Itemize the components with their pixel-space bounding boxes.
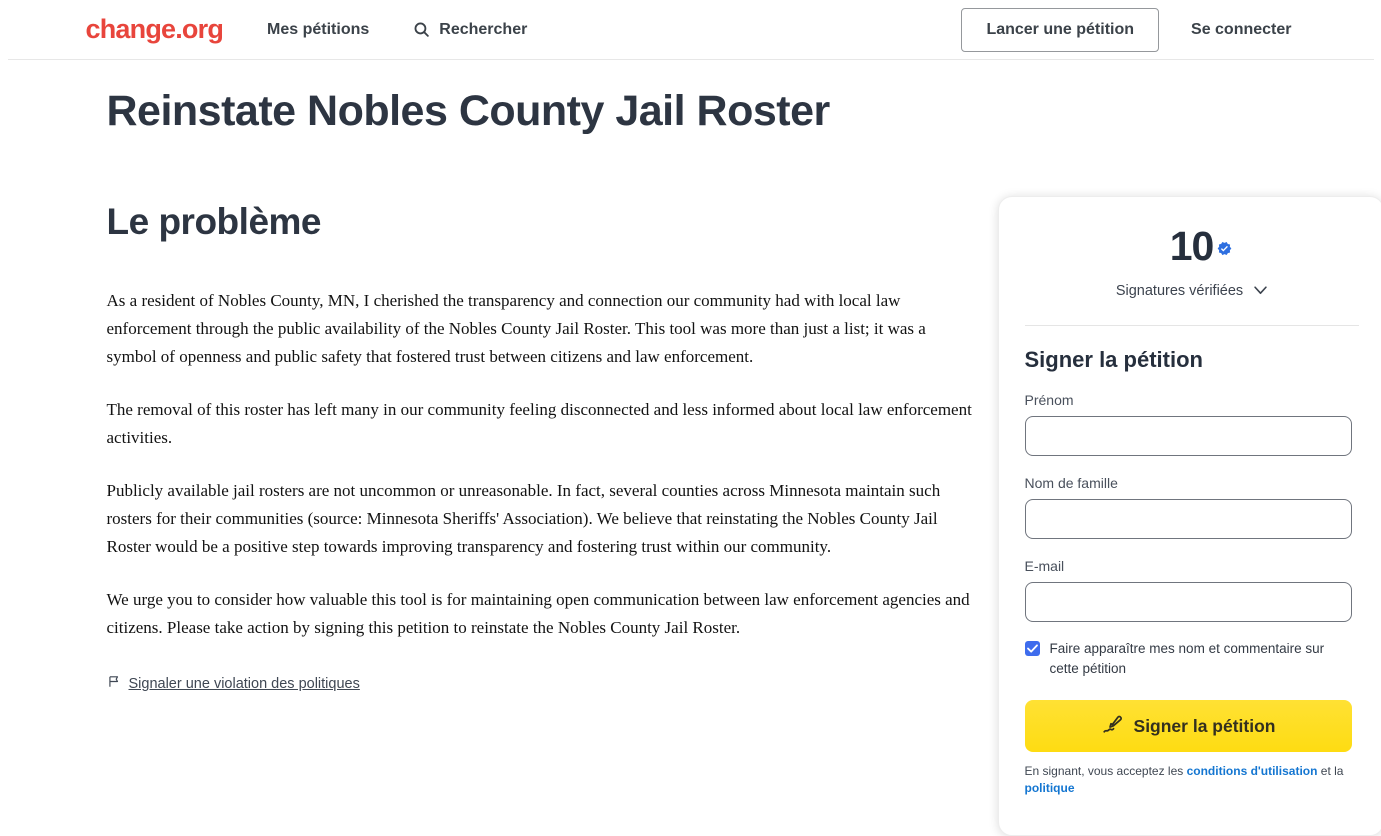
verified-signatures-label: Signatures vérifiées bbox=[1116, 283, 1243, 299]
email-field[interactable] bbox=[1025, 582, 1352, 622]
petition-paragraph: We urge you to consider how valuable this tool is for maintaining open communication between law enforcement agencies and citizens. Please take action by signing this petition to reinstate the Nobles County Jail Roster. bbox=[107, 586, 979, 642]
my-petitions-label: Mes pétitions bbox=[267, 21, 369, 39]
verified-badge-icon bbox=[1217, 219, 1232, 234]
sign-form-heading: Signer la pétition bbox=[1025, 347, 1359, 373]
petition-paragraph: As a resident of Nobles County, MN, I cherished the transparency and connection our community had with local law enforcement through the public availability of the Nobles County Jail Roster. This tool was more than just a list; it was a symbol of openness and public safety that fostered trust between citizens and law enforcement. bbox=[107, 287, 979, 371]
search-icon bbox=[413, 21, 430, 38]
changeorg-logo[interactable]: change.org bbox=[86, 14, 224, 45]
petition-page bbox=[8, 0, 1374, 768]
top-navigation-bar bbox=[8, 0, 1374, 60]
flag-icon bbox=[107, 674, 121, 694]
email-label: E-mail bbox=[1025, 558, 1359, 574]
checkbox-checked-icon[interactable] bbox=[1025, 641, 1040, 656]
sign-petition-card bbox=[998, 196, 1381, 836]
legal-disclaimer bbox=[1025, 763, 1352, 797]
terms-of-use-link[interactable]: conditions d'utilisation bbox=[1187, 764, 1318, 778]
disclaimer-text: et la bbox=[1317, 764, 1343, 778]
signature-pen-icon bbox=[1101, 713, 1123, 740]
verified-signatures-toggle[interactable] bbox=[1025, 282, 1359, 300]
login-link[interactable]: Se connecter bbox=[1191, 21, 1291, 39]
signature-count-row bbox=[1025, 223, 1359, 270]
privacy-policy-link[interactable]: politique bbox=[1025, 781, 1075, 795]
nav-search[interactable] bbox=[413, 21, 527, 39]
report-violation-row bbox=[107, 674, 987, 694]
chevron-down-icon bbox=[1254, 282, 1267, 300]
problem-section-heading: Le problème bbox=[107, 201, 987, 243]
first-name-label: Prénom bbox=[1025, 392, 1359, 408]
report-violation-link[interactable]: Signaler une violation des politiques bbox=[129, 676, 360, 692]
petition-title: Reinstate Nobles County Jail Roster bbox=[107, 87, 987, 135]
first-name-field[interactable] bbox=[1025, 416, 1352, 456]
header-actions bbox=[961, 8, 1291, 52]
last-name-field[interactable] bbox=[1025, 499, 1352, 539]
sign-button-label: Signer la pétition bbox=[1134, 716, 1276, 737]
search-label: Rechercher bbox=[439, 21, 527, 39]
petition-paragraph: Publicly available jail rosters are not uncommon or unreasonable. In fact, several counties across Minnesota maintain such rosters for their communities (source: Minnesota Sheriffs' Association). We believe that reinstating the Nobles County Jail Roster would be a positive step towards improving transparency and fostering trust within our community. bbox=[107, 477, 979, 561]
sign-petition-button[interactable] bbox=[1025, 700, 1352, 752]
petition-paragraph: The removal of this roster has left many in our community feeling disconnected and less informed about local law enforcement activities. bbox=[107, 396, 979, 452]
signature-count: 10 bbox=[1170, 223, 1214, 270]
last-name-label: Nom de famille bbox=[1025, 475, 1359, 491]
petition-content bbox=[107, 60, 987, 694]
card-divider bbox=[1025, 325, 1359, 326]
display-name-checkbox-row[interactable] bbox=[1025, 639, 1359, 679]
petition-description bbox=[107, 287, 979, 642]
disclaimer-text: En signant, vous acceptez les bbox=[1025, 764, 1187, 778]
nav-my-petitions[interactable] bbox=[267, 21, 369, 39]
start-petition-button[interactable]: Lancer une pétition bbox=[961, 8, 1159, 52]
display-name-checkbox-label: Faire apparaître mes nom et commentaire sur cette pétition bbox=[1050, 639, 1340, 679]
